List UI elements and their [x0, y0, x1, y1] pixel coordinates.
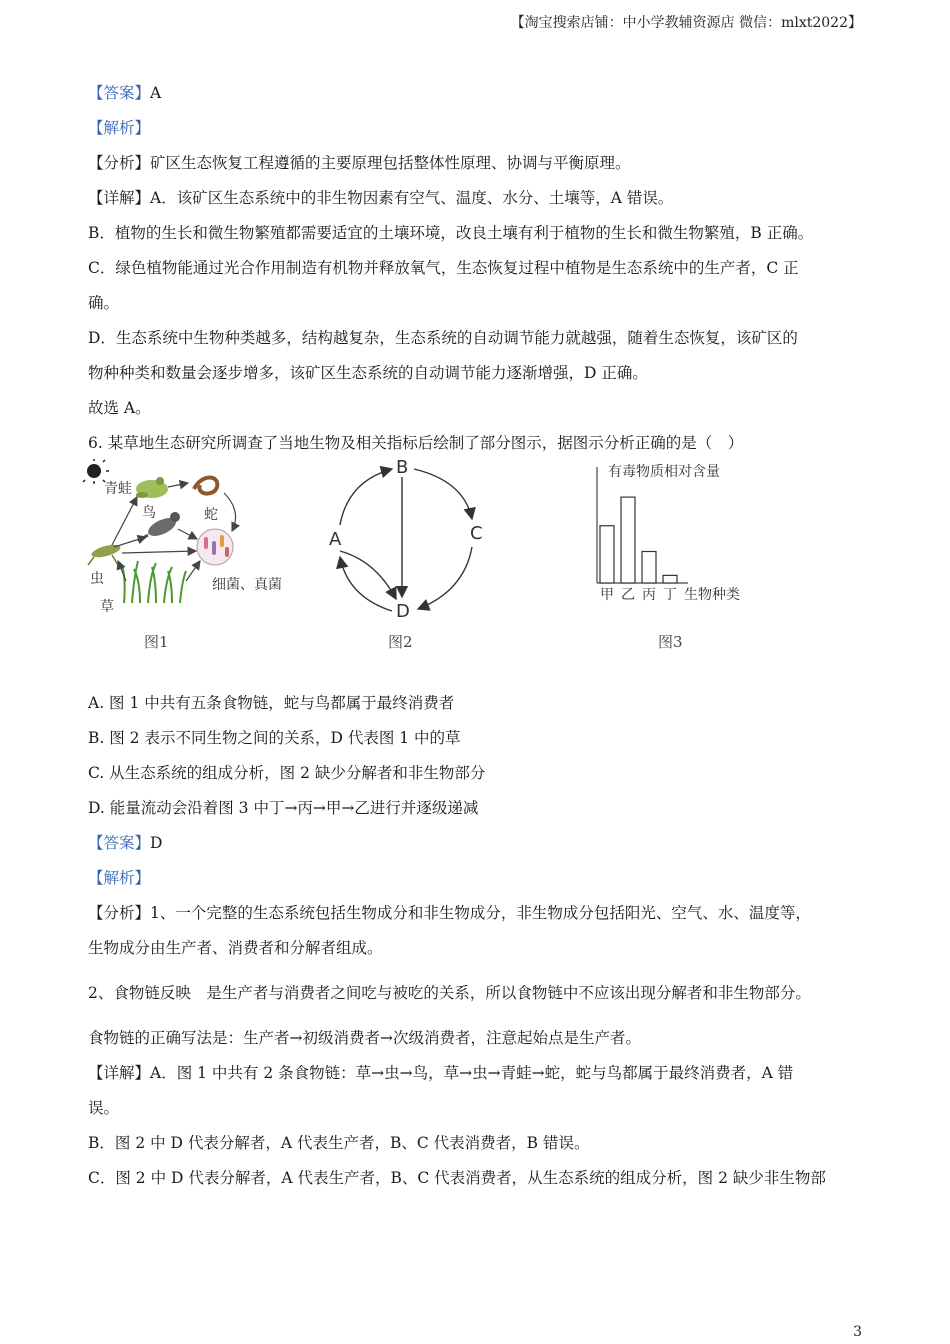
q5-detail-d1: D．生态系统中生物种类越多，结构越复杂，生态系统的自动调节能力就越强，随着生态恢复，该矿区的 [88, 329, 798, 347]
node-b: B [396, 457, 409, 478]
q6-fenxi-2: 2、食物链反映 是生产者与消费者之间吃与被吃的关系，所以食物链中不应该出现分解者和非生物部分。 [88, 984, 811, 1002]
q5-detail-c2: 确。 [88, 294, 120, 312]
q5-detail-b: B．植物的生长和微生物繁殖都需要适宜的土壤环境，改良土壤有利于植物的生长和微生物繁殖，B 正确。 [88, 224, 814, 242]
q6-analysis-heading [88, 861, 868, 896]
grass-label: 草 [100, 599, 114, 615]
q6-question: 6. 某草地生态研究所调查了当地生物及相关指标后绘制了部分图示，据图示分析正确的是（ ） [88, 434, 744, 452]
x-tick-label: 甲 [600, 587, 614, 603]
x-tick-label: 丁 [663, 587, 677, 603]
bar-丁 [663, 575, 677, 583]
q6-option-a: A. 图 1 中共有五条食物链，蛇与鸟都属于最终消费者 [88, 694, 455, 712]
cycle-diagram [326, 457, 496, 671]
analysis-tag: 【解析】 [88, 869, 151, 887]
q6-fenxi-3: 食物链的正确写法是：生产者→初级消费者→次级消费者，注意起始点是生产者。 [88, 1029, 641, 1047]
decomposer-icon [197, 529, 233, 565]
frog-icon [136, 477, 168, 498]
answer-value: D [150, 834, 163, 852]
answer-tag: 【答案】 [88, 84, 151, 102]
page-content [88, 76, 868, 1196]
x-tick-label: 丙 [642, 587, 656, 603]
analysis-tag: 【解析】 [88, 119, 151, 137]
figure-1-caption: 图1 [144, 633, 169, 651]
x-tick-label: 乙 [621, 587, 635, 603]
node-d: D [396, 601, 410, 622]
insect-label: 虫 [90, 571, 104, 587]
q5-detail-a [88, 181, 868, 216]
header-note: 【淘宝搜索店铺：中小学教辅资源店 微信：mlxt2022】 [510, 15, 862, 31]
snake-label: 蛇 [204, 507, 218, 523]
q6-option-c: C. 从生态系统的组成分析，图 2 缺少分解者和非生物部分 [88, 764, 486, 782]
answer-tag: 【答案】 [88, 834, 151, 852]
node-a: A [329, 529, 342, 550]
q6-detail-c: C．图 2 中 D 代表分解者，A 代表生产者，B、C 代表消费者，从生态系统的组成分析，图 2 缺少非生物部 [88, 1169, 826, 1187]
detail-a-text: A．该矿区生态系统中的非生物因素有空气、温度、水分、土壤等，A 错误。 [150, 189, 674, 207]
frog-label: 青蛙 [104, 481, 132, 497]
q6-detail-a2: 误。 [88, 1099, 120, 1117]
figure-2 [326, 457, 496, 671]
q5-detail-d2: 物种种类和数量会逐步增多，该矿区生态系统的自动调节能力逐渐增强，D 正确。 [88, 364, 648, 382]
node-c: C [470, 523, 483, 544]
q5-detail-c1: C．绿色植物能通过光合作用制造有机物并释放氧气，生态恢复过程中植物是生态系统中的生产者，C 正 [88, 259, 799, 277]
figure-2-caption: 图2 [388, 633, 413, 651]
decomposer-label: 细菌、真菌 [212, 577, 282, 593]
fenxi-text: 矿区生态恢复工程遵循的主要原理包括整体性原理、协调与平衡原理。 [150, 154, 631, 172]
grass-icon [122, 561, 186, 603]
toxin-bar-chart [588, 461, 768, 671]
chart-ylabel: 有毒物质相对含量 [608, 464, 720, 480]
detail-tag: 【详解】 [88, 189, 151, 207]
bar-丙 [642, 552, 656, 584]
q5-conclusion: 故选 A。 [88, 399, 151, 417]
figure-3 [588, 461, 768, 671]
q5-answer [88, 76, 868, 111]
q6-detail-a1 [88, 1056, 868, 1091]
q5-fenxi [88, 146, 868, 181]
food-web-diagram [82, 461, 312, 671]
fenxi-tag: 【分析】 [88, 154, 151, 172]
page-number: 3 [853, 1324, 862, 1340]
fenxi-1a-text: 1、一个完整的生态系统包括生物成分和非生物成分，非生物成分包括阳光、空气、水、温度等， [150, 904, 811, 922]
chart-xlabel: 生物种类 [684, 587, 740, 603]
detail-a1-text: A．图 1 中共有 2 条食物链：草→虫→鸟，草→虫→青蛙→蛇，蛇与鸟都属于最终消费者，A 错 [150, 1064, 794, 1082]
snake-icon [194, 478, 217, 494]
q6-detail-b: B．图 2 中 D 代表分解者，A 代表生产者，B、C 代表消费者，B 错误。 [88, 1134, 590, 1152]
bird-label: 鸟 [142, 505, 156, 521]
q5-analysis-heading [88, 111, 868, 146]
cycle-arrows [340, 469, 472, 611]
bar-甲 [600, 526, 614, 583]
q6-fenxi-1b: 生物成分由生产者、消费者和分解者组成。 [88, 939, 383, 957]
q6-option-b: B. 图 2 表示不同生物之间的关系，D 代表图 1 中的草 [88, 729, 461, 747]
q6-fenxi-1a [88, 896, 868, 931]
figure-1 [82, 461, 312, 671]
bar-乙 [621, 497, 635, 583]
q6-answer [88, 826, 868, 861]
figure-3-caption: 图3 [658, 633, 683, 651]
q6-figures [88, 457, 868, 686]
detail-tag: 【详解】 [88, 1064, 151, 1082]
fenxi-tag: 【分析】 [88, 904, 151, 922]
q6-option-d: D. 能量流动会沿着图 3 中丁→丙→甲→乙进行并逐级递减 [88, 799, 479, 817]
answer-value: A [150, 84, 162, 102]
